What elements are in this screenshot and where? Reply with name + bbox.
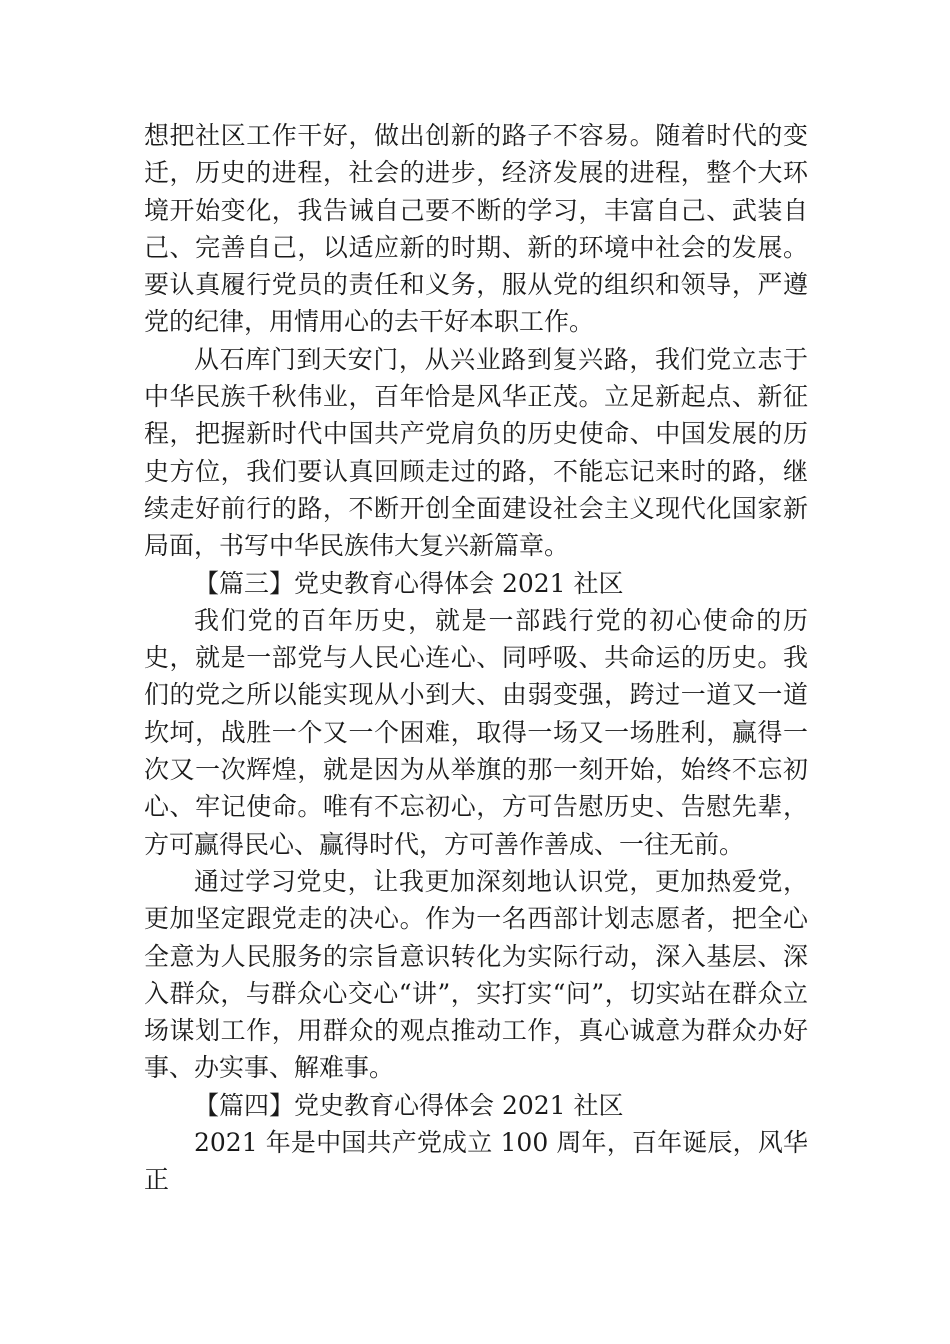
paragraph-5: 2021 年是中国共产党成立 100 周年，百年诞辰，风华正 [144,1128,808,1195]
paragraph-4: 通过学习党史，让我更加深刻地认识党，更加热爱党，更加坚定跟党走的决心。作为一名西部计划志愿者，把全心全意为人民服务的宗旨意识转化为实际行动，深入基层、深入群众，与群众心交心“讲”，实打实“问”，切实站在群众立场谋划工作，用群众的观点推动工作，真心诚意为群众办好事、办实事、解难事。 [144,866,808,1083]
document-body [144,117,808,1199]
paragraph-2: 从石库门到天安门，从兴业路到复兴路，我们党立志于中华民族千秋伟业，百年恰是风华正茂。立足新起点、新征程，把握新时代中国共产党肩负的历史使命、中国发展的历史方位，我们要认真回顾走过的路，不能忘记来时的路，继续走好前行的路，不断开创全面建设社会主义现代化国家新局面，书写中华民族伟大复兴新篇章。 [144,344,808,561]
paragraph-1: 想把社区工作干好，做出创新的路子不容易。随着时代的变迁，历史的进程，社会的进步，经济发展的进程，整个大环境开始变化，我告诫自己要不断的学习，丰富自己、武装自己、完善自己，以适应新的时期、新的环境中社会的发展。要认真履行党员的责任和义务，服从党的组织和领导，严遵党的纪律，用情用心的去干好本职工作。 [144,121,808,337]
section-heading-3: 【篇三】党史教育心得体会 2021 社区 [194,568,624,598]
section-heading-4: 【篇四】党史教育心得体会 2021 社区 [194,1090,624,1120]
paragraph-3: 我们党的百年历史，就是一部践行党的初心使命的历史，就是一部党与人民心连心、同呼吸、共命运的历史。我们的党之所以能实现从小到大、由弱变强，跨过一道又一道坎坷，战胜一个又一个困难，取得一场又一场胜利，赢得一次又一次辉煌，就是因为从举旗的那一刻开始，始终不忘初心、牢记使命。唯有不忘初心，方可告慰历史、告慰先辈，方可赢得民心、赢得时代，方可善作善成、一往无前。 [144,605,808,859]
